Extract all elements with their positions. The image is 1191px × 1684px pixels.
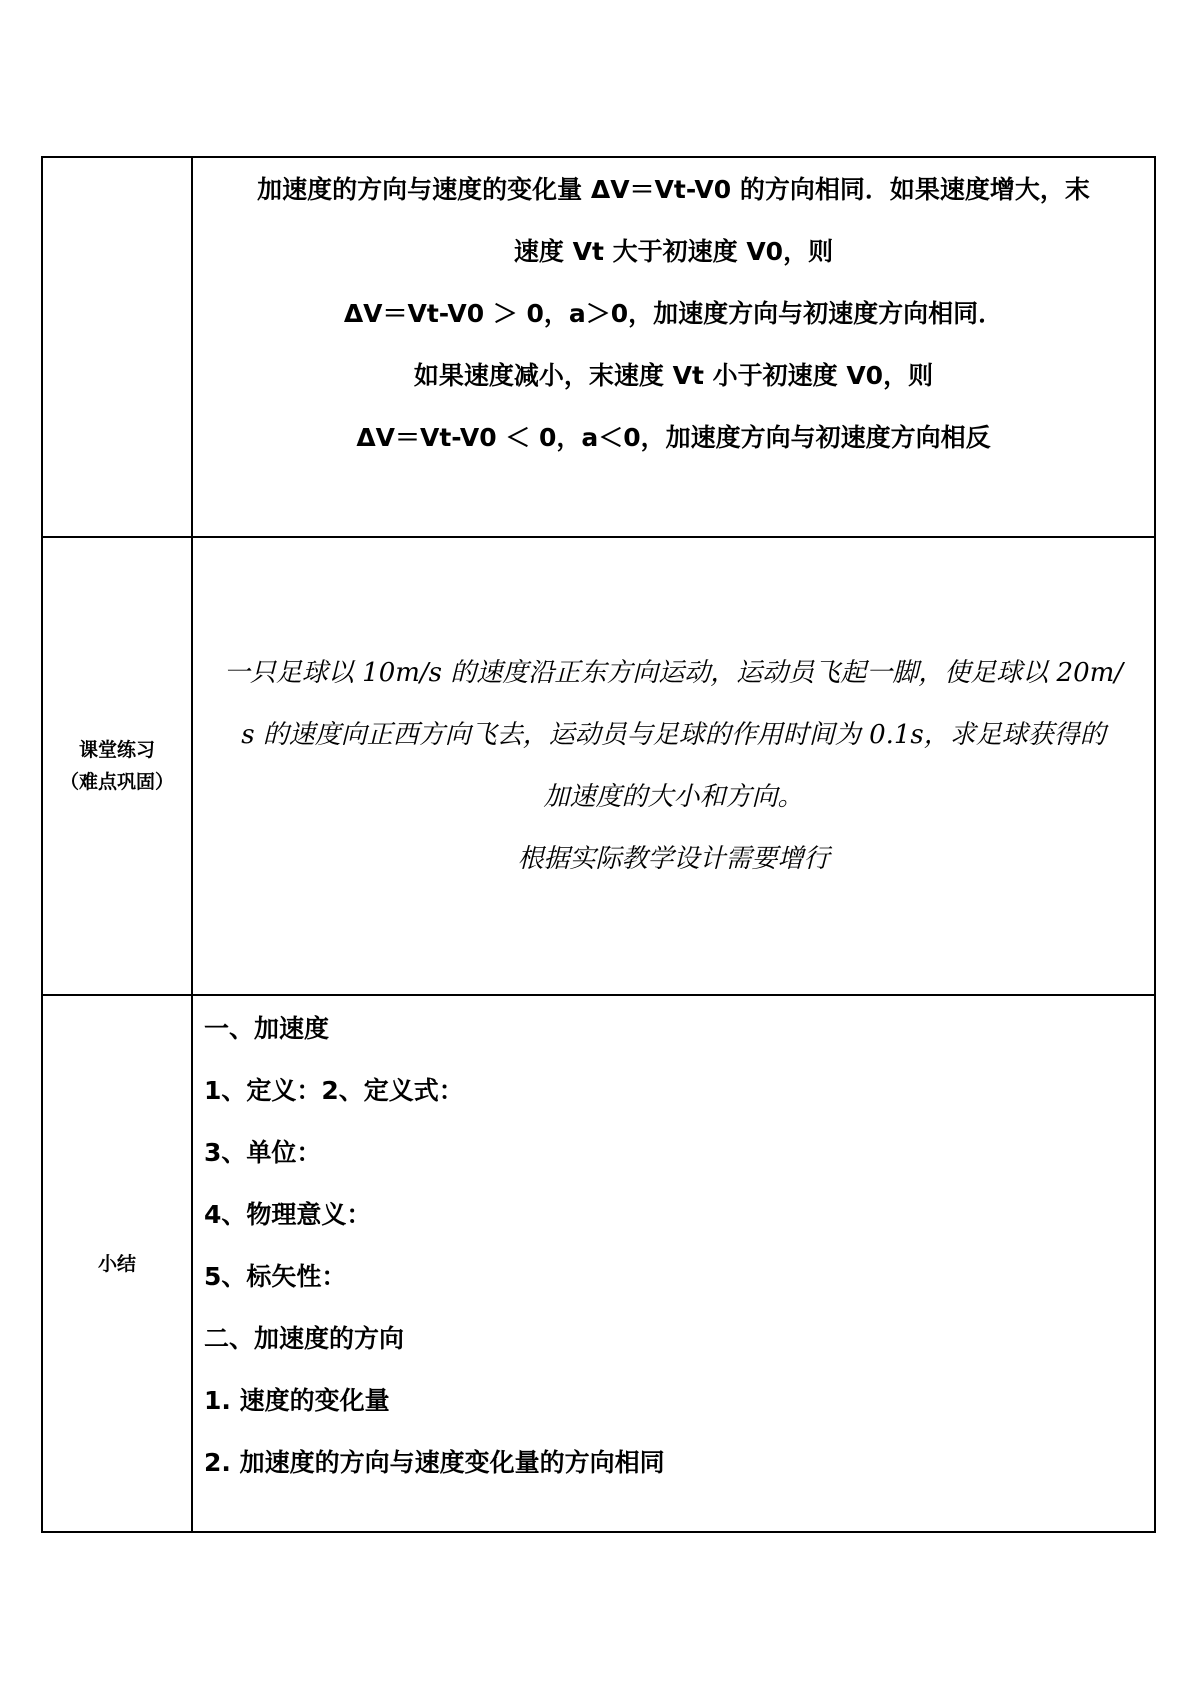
exercise-line: 加速度的大小和方向。 [543, 782, 804, 812]
summary-item: 4、物理意义： [204, 1199, 372, 1229]
table-row [42, 995, 1155, 1532]
summary-item: 1、定义：2、定义式： [204, 1075, 464, 1105]
lesson-plan-table [41, 156, 1156, 1533]
text-line: 如果速度减小，末速度 Vt 小于初速度 V0，则 [413, 361, 934, 390]
text-line: 加速度的方向与速度的变化量 ΔV＝Vt-V0 的方向相同．如果速度增大，末 [257, 175, 1090, 204]
label-line: 小结 [97, 1252, 136, 1275]
add-rows-note: 根据实际教学设计需要增行 [517, 844, 830, 874]
summary-cell [192, 995, 1155, 1532]
row-label-exercise [42, 537, 192, 995]
row-label-summary [42, 995, 192, 1532]
table-row [42, 157, 1155, 537]
text-line: ΔV＝Vt-V0 ＜ 0，a＜0，加速度方向与初速度方向相反 [356, 423, 991, 452]
acceleration-direction-cell [192, 157, 1155, 537]
summary-item: 一、加速度 [204, 1013, 330, 1043]
label-line: （难点巩固） [59, 771, 174, 793]
summary-item: 二、加速度的方向 [204, 1323, 405, 1353]
text-line: 速度 Vt 大于初速度 V0，则 [513, 237, 834, 266]
exercise-line: s 的速度向正西方向飞去，运动员与足球的作用时间为 0.1s，求足球获得的 [241, 720, 1106, 750]
exercise-line: 一只足球以 10m/s 的速度沿正东方向运动，运动员飞起一脚，使足球以 20m/ [223, 658, 1124, 688]
exercise-cell [192, 537, 1155, 995]
summary-item: 2. 加速度的方向与速度变化量的方向相同 [204, 1447, 665, 1477]
summary-item: 1. 速度的变化量 [204, 1385, 390, 1415]
label-line: 课堂练习 [78, 739, 155, 761]
summary-item: 3、单位： [204, 1137, 322, 1167]
table-row [42, 537, 1155, 995]
text-line: ΔV＝Vt-V0 ＞ 0，a＞0，加速度方向与初速度方向相同． [343, 299, 1004, 328]
row-label-empty [42, 157, 192, 537]
summary-item: 5、标矢性： [204, 1261, 347, 1291]
